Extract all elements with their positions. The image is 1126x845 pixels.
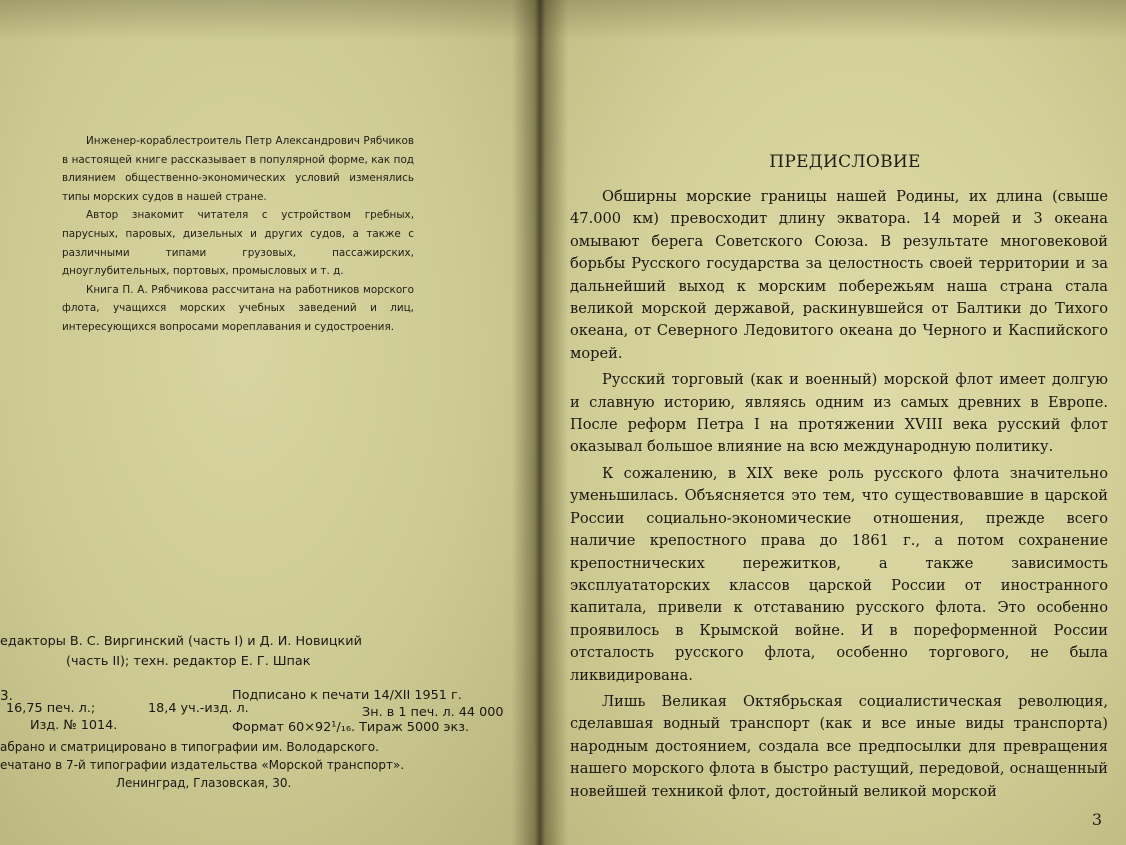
preface-paragraph: Русский торговый (как и военный) морской флот имеет долгую и славную историю, являясь одним из самых древних в Европе. После реформ Петра I на протяжении XVIII века русский флот оказывал большое влияние на всю международную политику. <box>570 371 1108 456</box>
imprint-chars: Зн. в 1 печ. л. 44 000 <box>362 705 504 720</box>
imprint-editors: едакторы В. С. Виргинский (часть I) и Д. И. Новицкий <box>0 634 362 649</box>
show-through-text <box>22 70 46 128</box>
imprint-printed: ечатано в 7-й типографии издательства «Морской транспорт». <box>0 758 405 772</box>
annotation-paragraph: Инженер-кораблестроитель Петр Александрович Рябчиков в настоящей книге рассказывает в популярной форме, как под влиянием общественно-экономических условий изменялись типы морских судов в нашей стране. <box>62 135 414 203</box>
preface-paragraph: Лишь Великая Октябрьская социалистическая революция, сделавшая водный транспорт (как и все иные виды транспорта) народным достоянием, создала все предпосылки для превращения нашего морского флота в быстро растущий, передовой, оснащенный новейшей техникой флот, достойный великой морской <box>570 692 1108 800</box>
imprint-tag: 3. <box>0 688 13 704</box>
page-number: 3 <box>1091 810 1102 829</box>
preface-paragraph: Обширны морские границы нашей Родины, их длина (свыше 47.000 км) превосходит длину экватора. 14 морей и 3 океана омывают берега Советского Союза. В результате многовековой борьбы Русского государства за целостность своей территории и за дальнейший выход к морским побережьям наша страна стала великой морской державой, раскинувшейся от Балтики до Тихого океана, от Северного Ледовитого океана до Черного и Каспийского морей. <box>570 188 1108 362</box>
preface-paragraph: К сожалению, в XIX веке роль русского флота значительно уменьшилась. Объясняется это тем, что существовавшие в царской России социально-экономические отношения, прежде всего наличие крепостного права до 1861 г., а потом сохранение крепостнических пережитков, а также зависимость эксплуататорских классов царской России от иностранного капитала, привели к отставанию русского флота. Это особенно проявилось в Крымской войне. И в пореформенной России отсталость русского флота, особенно торгового, не была ликвидирована. <box>570 464 1108 684</box>
imprint-typeset: абрано и сматрицировано в типографии им. Володарского. <box>0 740 379 754</box>
page-shadow <box>540 0 1126 40</box>
imprint-signed: Подписано к печати 14/XII 1951 г. <box>232 688 462 703</box>
page-shadow <box>0 0 540 40</box>
left-page <box>0 0 540 845</box>
annotation-paragraph: Автор знакомит читателя с устройством гребных, парусных, паровых, дизельных и других судов, а также с различными типами грузовых, пассажирских, дноуглубительных, портовых, промысловых и т. д. <box>62 209 414 278</box>
annotation-paragraph: Книга П. А. Рябчикова рассчитана на работников морского флота, учащихся морских учебных заведений и лиц, интересующихся вопросами мореплавания и судостроения. <box>62 283 414 333</box>
imprint-edit-sheets: 18,4 уч.-изд. л. <box>148 701 249 716</box>
imprint-print-sheets: 16,75 печ. л.; <box>6 701 96 716</box>
preface-heading: ПРЕДИСЛОВИЕ <box>769 152 921 172</box>
imprint-tech-editor: (часть II); техн. редактор Е. Г. Шпак <box>66 654 311 669</box>
preface-body <box>570 186 1108 803</box>
book-annotation <box>62 132 414 337</box>
imprint-address: Ленинград, Глазовская, 30. <box>116 776 292 790</box>
right-page <box>540 0 1126 845</box>
imprint-publication-number: Изд. № 1014. <box>30 718 118 733</box>
preface-section <box>570 152 1108 807</box>
imprint-format-print-run: Формат 60×92¹/₁₆. Тираж 5000 экз. <box>232 720 470 735</box>
